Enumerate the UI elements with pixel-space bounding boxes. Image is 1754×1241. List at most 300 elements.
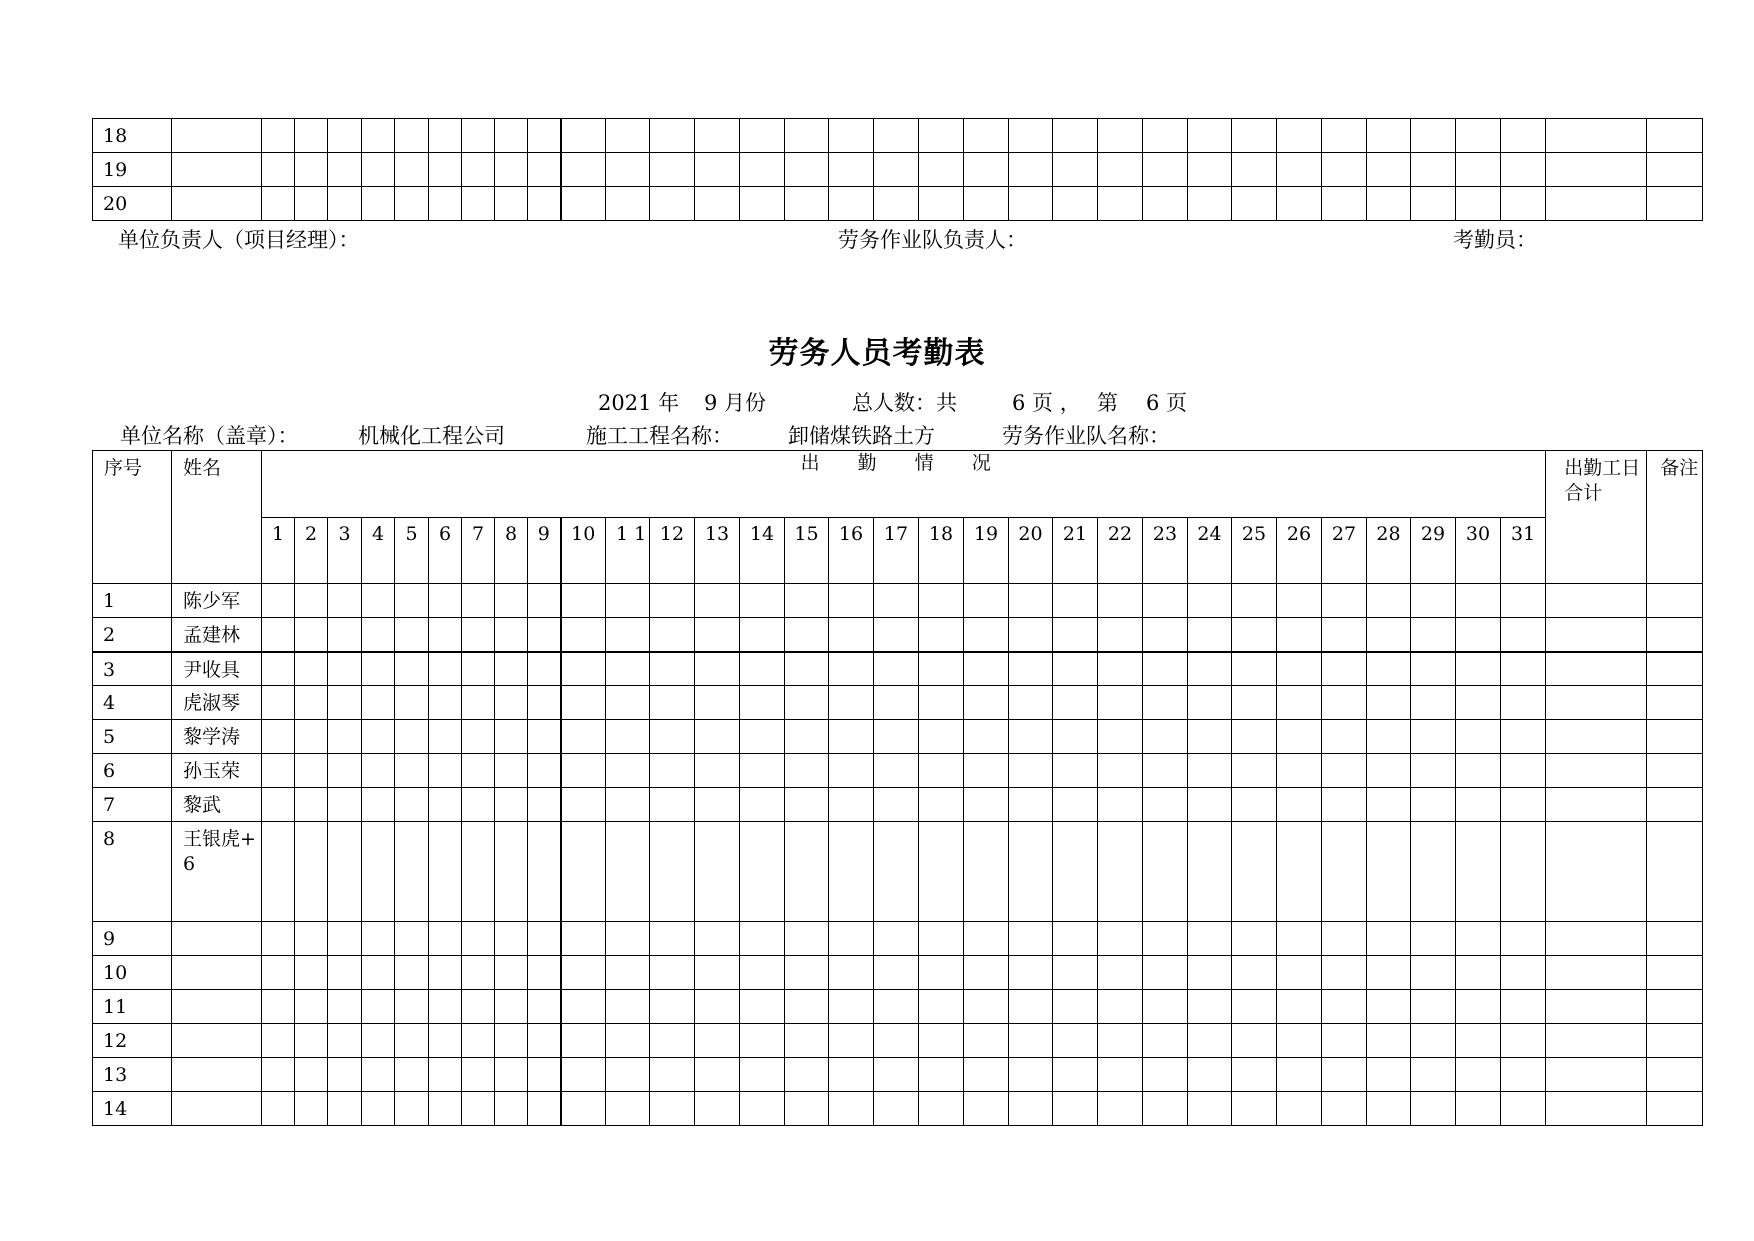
attendance-cell xyxy=(1232,652,1277,686)
attendance-cell xyxy=(561,1092,606,1126)
attendance-cell xyxy=(395,990,429,1024)
attendance-cell xyxy=(528,922,561,956)
attendance-cell xyxy=(1322,119,1367,153)
attendance-cell xyxy=(919,686,964,720)
attendance-cell xyxy=(328,822,362,922)
day-header-9: 9 xyxy=(528,518,561,584)
day-header-30: 30 xyxy=(1456,518,1501,584)
attendance-cell xyxy=(262,1024,295,1058)
row-name: 虎淑琴 xyxy=(172,686,262,720)
attendance-cell xyxy=(606,187,650,221)
attendance-cell xyxy=(829,1092,874,1126)
attendance-cell xyxy=(1232,822,1277,922)
attendance-cell xyxy=(1367,788,1411,822)
attendance-cell xyxy=(1456,922,1501,956)
attendance-cell xyxy=(362,922,395,956)
attendance-cell xyxy=(362,618,395,652)
attendance-cell xyxy=(785,956,829,990)
attendance-cell xyxy=(1277,652,1322,686)
attendance-cell xyxy=(1277,119,1322,153)
attendance-cell xyxy=(395,788,429,822)
attendance-cell xyxy=(1232,720,1277,754)
attendance-cell xyxy=(829,1024,874,1058)
attendance-cell xyxy=(262,584,295,618)
day-header-18: 18 xyxy=(919,518,964,584)
attendance-cell xyxy=(528,584,561,618)
attendance-cell xyxy=(1053,187,1098,221)
attendance-cell xyxy=(561,720,606,754)
attendance-cell xyxy=(785,1092,829,1126)
attendance-cell xyxy=(1188,153,1232,187)
day-header-5: 5 xyxy=(395,518,429,584)
attendance-cell xyxy=(295,618,328,652)
attendance-cell xyxy=(1322,584,1367,618)
attendance-cell xyxy=(1322,686,1367,720)
table-row xyxy=(93,584,1703,618)
attendance-cell xyxy=(606,584,650,618)
attendance-cell xyxy=(1009,788,1053,822)
attendance-cell xyxy=(1501,584,1546,618)
attendance-cell xyxy=(1501,652,1546,686)
row-seq: 13 xyxy=(93,1058,172,1092)
attendance-cell xyxy=(1367,153,1411,187)
attendance-cell xyxy=(295,1092,328,1126)
attendance-cell xyxy=(1009,187,1053,221)
attendance-cell xyxy=(429,822,462,922)
attendance-cell xyxy=(362,1024,395,1058)
timekeeper-signature-label: 考勤员： xyxy=(1453,228,1537,252)
attendance-cell xyxy=(362,187,395,221)
table-row xyxy=(93,922,1703,956)
attendance-cell xyxy=(650,652,695,686)
total-days-cell xyxy=(1546,618,1647,652)
remark-cell xyxy=(1647,956,1703,990)
attendance-cell xyxy=(829,754,874,788)
sheet-year: 2021 年 xyxy=(598,391,680,415)
table-row xyxy=(93,822,1703,922)
attendance-cell xyxy=(295,686,328,720)
day-header-17: 17 xyxy=(874,518,919,584)
attendance-cell xyxy=(740,1058,785,1092)
attendance-cell xyxy=(561,1058,606,1092)
attendance-cell xyxy=(740,618,785,652)
attendance-cell xyxy=(528,652,561,686)
table-row xyxy=(93,754,1703,788)
attendance-cell xyxy=(829,788,874,822)
attendance-cell xyxy=(1501,822,1546,922)
attendance-cell xyxy=(362,754,395,788)
attendance-cell xyxy=(1143,1024,1188,1058)
attendance-cell xyxy=(262,788,295,822)
table-row xyxy=(93,1024,1703,1058)
attendance-cell xyxy=(1009,686,1053,720)
attendance-cell xyxy=(829,956,874,990)
attendance-cell xyxy=(1456,153,1501,187)
attendance-cell xyxy=(1188,754,1232,788)
attendance-cell xyxy=(874,618,919,652)
attendance-cell xyxy=(561,922,606,956)
attendance-cell xyxy=(1456,1092,1501,1126)
day-header-10: 10 xyxy=(561,518,606,584)
total-days-cell xyxy=(1546,822,1647,922)
attendance-cell xyxy=(561,618,606,652)
attendance-cell xyxy=(1501,1058,1546,1092)
row-seq: 4 xyxy=(93,686,172,720)
table-row xyxy=(93,720,1703,754)
attendance-cell xyxy=(785,686,829,720)
attendance-cell xyxy=(874,922,919,956)
attendance-cell xyxy=(561,1024,606,1058)
attendance-cell xyxy=(964,720,1009,754)
attendance-cell xyxy=(495,153,528,187)
attendance-cell xyxy=(1188,584,1232,618)
attendance-cell xyxy=(1232,1092,1277,1126)
attendance-cell xyxy=(1456,652,1501,686)
attendance-cell xyxy=(262,822,295,922)
total-days-cell xyxy=(1546,187,1647,221)
attendance-cell xyxy=(429,618,462,652)
attendance-cell xyxy=(295,187,328,221)
attendance-cell xyxy=(462,652,495,686)
attendance-cell xyxy=(785,584,829,618)
attendance-cell xyxy=(395,187,429,221)
attendance-cell xyxy=(462,584,495,618)
attendance-cell xyxy=(462,187,495,221)
attendance-cell xyxy=(1411,922,1456,956)
attendance-cell xyxy=(650,187,695,221)
attendance-cell xyxy=(495,119,528,153)
attendance-cell xyxy=(1009,652,1053,686)
row-seq: 10 xyxy=(93,956,172,990)
attendance-cell xyxy=(964,686,1009,720)
attendance-cell xyxy=(695,922,740,956)
attendance-cell xyxy=(919,187,964,221)
attendance-cell xyxy=(1411,618,1456,652)
attendance-cell xyxy=(1322,754,1367,788)
attendance-cell xyxy=(740,720,785,754)
remark-cell xyxy=(1647,754,1703,788)
day-header-13: 13 xyxy=(695,518,740,584)
header-row xyxy=(93,451,1703,518)
attendance-cell xyxy=(740,788,785,822)
attendance-cell xyxy=(695,686,740,720)
attendance-cell xyxy=(362,1058,395,1092)
attendance-cell xyxy=(1009,1024,1053,1058)
row-seq: 8 xyxy=(93,822,172,922)
attendance-cell xyxy=(650,754,695,788)
row-seq: 9 xyxy=(93,922,172,956)
attendance-cell xyxy=(919,1024,964,1058)
attendance-cell xyxy=(1232,1058,1277,1092)
attendance-cell xyxy=(785,119,829,153)
attendance-cell xyxy=(561,187,606,221)
attendance-cell xyxy=(964,187,1009,221)
attendance-cell xyxy=(695,788,740,822)
attendance-cell xyxy=(528,618,561,652)
attendance-cell xyxy=(1009,1058,1053,1092)
project-name-label: 施工工程名称： xyxy=(586,424,733,448)
row-seq: 3 xyxy=(93,652,172,686)
row-name xyxy=(172,990,262,1024)
attendance-cell xyxy=(1009,584,1053,618)
attendance-cell xyxy=(1188,1024,1232,1058)
attendance-cell xyxy=(695,119,740,153)
attendance-cell xyxy=(695,754,740,788)
attendance-cell xyxy=(1456,956,1501,990)
attendance-cell xyxy=(1098,652,1143,686)
project-name-value: 卸储煤铁路土方 xyxy=(788,424,935,448)
attendance-cell xyxy=(695,584,740,618)
attendance-cell xyxy=(362,788,395,822)
attendance-cell xyxy=(606,754,650,788)
attendance-cell xyxy=(1143,187,1188,221)
day-header-3: 3 xyxy=(328,518,362,584)
attendance-cell xyxy=(919,584,964,618)
attendance-cell xyxy=(1277,788,1322,822)
row-seq: 11 xyxy=(93,990,172,1024)
attendance-cell xyxy=(740,686,785,720)
total-days-cell xyxy=(1546,956,1647,990)
attendance-cell xyxy=(874,686,919,720)
remark-cell xyxy=(1647,720,1703,754)
row-name: 孙玉荣 xyxy=(172,754,262,788)
attendance-cell xyxy=(695,1024,740,1058)
attendance-cell xyxy=(429,1024,462,1058)
attendance-cell xyxy=(874,1024,919,1058)
attendance-cell xyxy=(429,754,462,788)
attendance-cell xyxy=(650,153,695,187)
attendance-cell xyxy=(1232,153,1277,187)
sheet-title: 劳务人员考勤表 xyxy=(768,336,986,371)
attendance-cell xyxy=(328,153,362,187)
total-count-label: 总人数：共 xyxy=(852,391,957,415)
attendance-cell xyxy=(328,187,362,221)
attendance-cell xyxy=(462,1058,495,1092)
attendance-cell xyxy=(561,822,606,922)
attendance-cell xyxy=(495,652,528,686)
sheet-month: 9 月份 xyxy=(704,391,767,415)
attendance-cell xyxy=(874,754,919,788)
attendance-cell xyxy=(295,584,328,618)
attendance-cell xyxy=(785,618,829,652)
attendance-cell xyxy=(1053,584,1098,618)
attendance-cell xyxy=(395,618,429,652)
attendance-cell xyxy=(328,956,362,990)
attendance-cell xyxy=(650,822,695,922)
attendance-cell xyxy=(362,1092,395,1126)
attendance-cell xyxy=(295,788,328,822)
attendance-cell xyxy=(740,187,785,221)
attendance-cell xyxy=(362,584,395,618)
row-name xyxy=(172,1058,262,1092)
attendance-cell xyxy=(1501,788,1546,822)
attendance-cell xyxy=(606,1024,650,1058)
attendance-cell xyxy=(528,754,561,788)
attendance-cell xyxy=(295,754,328,788)
attendance-cell xyxy=(1143,822,1188,922)
attendance-cell xyxy=(1098,686,1143,720)
day-header-27: 27 xyxy=(1322,518,1367,584)
attendance-cell xyxy=(964,618,1009,652)
remark-cell xyxy=(1647,788,1703,822)
attendance-cell xyxy=(1277,754,1322,788)
attendance-cell xyxy=(1009,990,1053,1024)
attendance-cell xyxy=(695,990,740,1024)
attendance-cell xyxy=(606,1058,650,1092)
attendance-cell xyxy=(1322,922,1367,956)
attendance-cell xyxy=(695,822,740,922)
attendance-cell xyxy=(1277,686,1322,720)
attendance-cell xyxy=(362,652,395,686)
attendance-cell xyxy=(462,1024,495,1058)
attendance-cell xyxy=(1501,990,1546,1024)
attendance-cell xyxy=(829,720,874,754)
unit-head-signature-label: 单位负责人（项目经理）： xyxy=(118,228,360,252)
attendance-cell xyxy=(1009,618,1053,652)
attendance-cell xyxy=(295,1058,328,1092)
remark-cell xyxy=(1647,686,1703,720)
attendance-cell xyxy=(495,956,528,990)
day-header-24: 24 xyxy=(1188,518,1232,584)
table-row xyxy=(93,119,1703,153)
attendance-cell xyxy=(262,922,295,956)
row-seq: 7 xyxy=(93,788,172,822)
day-header-26: 26 xyxy=(1277,518,1322,584)
attendance-cell xyxy=(462,686,495,720)
attendance-cell xyxy=(1367,584,1411,618)
attendance-cell xyxy=(1143,922,1188,956)
attendance-cell xyxy=(964,754,1009,788)
attendance-cell xyxy=(829,652,874,686)
attendance-cell xyxy=(1367,922,1411,956)
team-head-signature-label: 劳务作业队负责人： xyxy=(838,228,1027,252)
attendance-cell xyxy=(919,754,964,788)
attendance-cell xyxy=(1367,187,1411,221)
attendance-cell xyxy=(328,788,362,822)
row-name xyxy=(172,187,262,221)
attendance-cell xyxy=(495,720,528,754)
attendance-cell xyxy=(1322,1058,1367,1092)
attendance-cell xyxy=(1143,652,1188,686)
attendance-cell xyxy=(964,1092,1009,1126)
attendance-cell xyxy=(1143,788,1188,822)
attendance-cell xyxy=(462,990,495,1024)
attendance-cell xyxy=(1232,187,1277,221)
attendance-cell xyxy=(1098,153,1143,187)
attendance-cell xyxy=(561,956,606,990)
attendance-cell xyxy=(1009,822,1053,922)
attendance-cell xyxy=(695,1092,740,1126)
attendance-cell xyxy=(964,1024,1009,1058)
attendance-cell xyxy=(561,119,606,153)
total-days-cell xyxy=(1546,754,1647,788)
attendance-cell xyxy=(606,956,650,990)
attendance-cell xyxy=(561,990,606,1024)
attendance-cell xyxy=(1232,618,1277,652)
remark-cell xyxy=(1647,652,1703,686)
row-name: 黎学涛 xyxy=(172,720,262,754)
attendance-cell xyxy=(528,1024,561,1058)
attendance-cell xyxy=(874,584,919,618)
attendance-cell xyxy=(528,187,561,221)
attendance-cell xyxy=(606,720,650,754)
attendance-cell xyxy=(1367,990,1411,1024)
attendance-cell xyxy=(462,153,495,187)
attendance-cell xyxy=(919,153,964,187)
attendance-cell xyxy=(362,822,395,922)
attendance-cell xyxy=(964,153,1009,187)
attendance-cell xyxy=(395,754,429,788)
day-header-4: 4 xyxy=(362,518,395,584)
attendance-cell xyxy=(1456,119,1501,153)
attendance-cell xyxy=(561,153,606,187)
attendance-cell xyxy=(1098,822,1143,922)
attendance-cell xyxy=(874,822,919,922)
attendance-cell xyxy=(695,1058,740,1092)
day-header-19: 19 xyxy=(964,518,1009,584)
attendance-cell xyxy=(1143,153,1188,187)
attendance-cell xyxy=(295,956,328,990)
attendance-cell xyxy=(328,584,362,618)
attendance-cell xyxy=(1098,1024,1143,1058)
attendance-cell xyxy=(1501,119,1546,153)
unit-name-value: 机械化工程公司 xyxy=(358,424,505,448)
attendance-cell xyxy=(1277,956,1322,990)
attendance-cell xyxy=(1053,788,1098,822)
attendance-cell xyxy=(1456,990,1501,1024)
attendance-cell xyxy=(1188,119,1232,153)
attendance-cell xyxy=(740,754,785,788)
attendance-cell xyxy=(606,1092,650,1126)
attendance-cell xyxy=(462,754,495,788)
attendance-cell xyxy=(1098,956,1143,990)
attendance-cell xyxy=(874,1058,919,1092)
total-days-cell xyxy=(1546,1058,1647,1092)
attendance-cell xyxy=(650,990,695,1024)
attendance-cell xyxy=(395,686,429,720)
attendance-cell xyxy=(1456,720,1501,754)
attendance-cell xyxy=(561,652,606,686)
attendance-cell xyxy=(1053,754,1098,788)
attendance-cell xyxy=(1098,618,1143,652)
attendance-cell xyxy=(395,119,429,153)
attendance-cell xyxy=(295,990,328,1024)
attendance-cell xyxy=(964,119,1009,153)
attendance-cell xyxy=(740,956,785,990)
attendance-cell xyxy=(528,788,561,822)
attendance-cell xyxy=(362,720,395,754)
attendance-cell xyxy=(1456,618,1501,652)
table-row xyxy=(93,990,1703,1024)
remark-cell xyxy=(1647,119,1703,153)
attendance-cell xyxy=(528,119,561,153)
attendance-cell xyxy=(874,956,919,990)
attendance-cell xyxy=(695,187,740,221)
attendance-cell xyxy=(462,618,495,652)
page-number: 6 页 xyxy=(1146,391,1188,415)
attendance-cell xyxy=(1143,1092,1188,1126)
attendance-cell xyxy=(1277,922,1322,956)
attendance-cell xyxy=(1322,187,1367,221)
attendance-cell xyxy=(1501,1092,1546,1126)
attendance-cell xyxy=(295,922,328,956)
attendance-cell xyxy=(1098,1058,1143,1092)
attendance-cell xyxy=(1322,956,1367,990)
attendance-cell xyxy=(740,119,785,153)
attendance-cell xyxy=(528,956,561,990)
day-header-29: 29 xyxy=(1411,518,1456,584)
attendance-cell xyxy=(295,652,328,686)
